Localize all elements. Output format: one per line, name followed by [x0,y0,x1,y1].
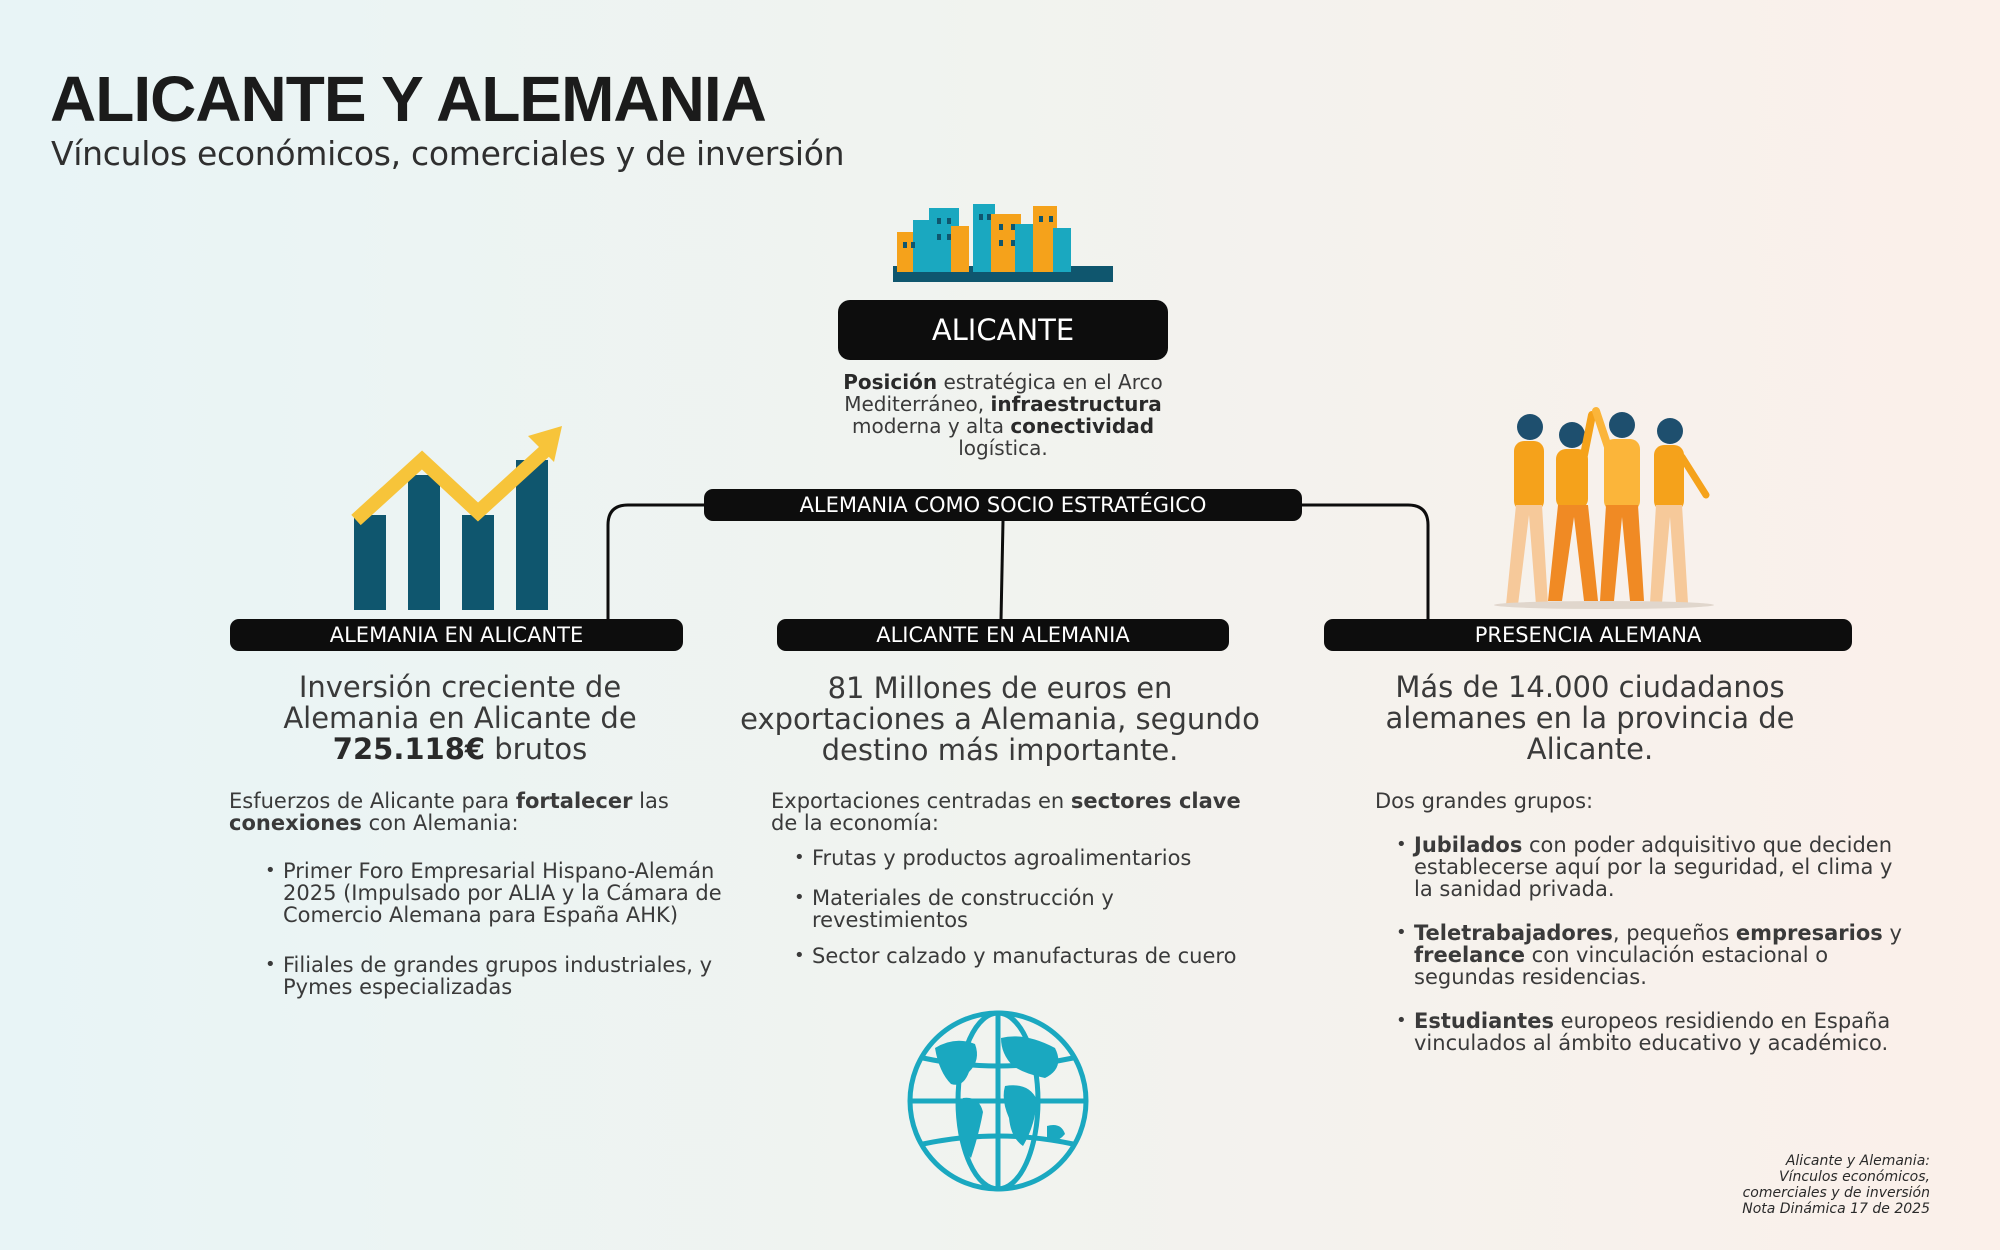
growth-chart-icon [350,420,565,610]
city-buildings-icon [893,198,1113,286]
middle-headline: 81 Millones de euros en exportaciones a Alemania, segundo destino más importante. [740,671,1260,767]
socio-estrategico-label: ALEMANIA COMO SOCIO ESTRATÉGICO [704,489,1302,521]
alicante-en-alemania-label: ALICANTE EN ALEMANIA [777,619,1229,651]
list-item: • Filiales de grandes grupos industriales, y Pymes especializadas [283,954,733,998]
list-item: • Materiales de construcción y revestimientos [812,887,1252,931]
list-item: • Primer Foro Empresarial Hispano-Alemán 2025 (Impulsado por ALIA y la Cámara de Comercio Alemana para España AHK) [283,860,733,926]
right-bullet-list [1394,834,1904,1054]
middle-bullet-list [792,847,1252,967]
list-item: • Estudiantes europeos residiendo en España vinculados al ámbito educativo y académico. [1414,1010,1904,1054]
list-item: • Jubilados con poder adquisitivo que deciden establecerse aquí por la seguridad, el clima y la sanidad privada. [1414,834,1904,900]
middle-intro: Exportaciones centradas en sectores clave de la economía: [771,789,1241,835]
left-bullet-list [263,860,733,998]
list-item: • Frutas y productos agroalimentarios [812,847,1252,869]
page-title: ALICANTE Y ALEMANIA [50,63,766,135]
right-headline: Más de 14.000 ciudadanos alemanes en la provincia de Alicante. [1385,670,1795,766]
alicante-description: Posición estratégica en el Arco Mediterráneo, infraestructura moderna y alta conectividad logística. [843,370,1163,460]
left-headline: Inversión creciente de Alemania en Alicante de 725.118€ brutos [283,670,637,766]
globe-icon [905,1008,1091,1194]
right-intro: Dos grandes grupos: [1375,789,1594,813]
presencia-alemana-label: PRESENCIA ALEMANA [1324,619,1852,651]
people-celebrating-icon [1484,405,1724,610]
alemania-en-alicante-label: ALEMANIA EN ALICANTE [230,619,683,651]
footer-note: Alicante y Alemania: Vínculos económicos, comerciales y de inversión Nota Dinámica 17 de 2025 [1742,1153,1930,1217]
list-item: • Teletrabajadores, pequeños empresarios y freelance con vinculación estacional o segundas residencias. [1414,922,1904,988]
left-intro: Esfuerzos de Alicante para fortalecer las conexiones con Alemania: [229,789,669,835]
alicante-label: ALICANTE [838,300,1168,360]
list-item: • Sector calzado y manufacturas de cuero [812,945,1252,967]
page-subtitle: Vínculos económicos, comerciales y de inversión [51,134,845,173]
